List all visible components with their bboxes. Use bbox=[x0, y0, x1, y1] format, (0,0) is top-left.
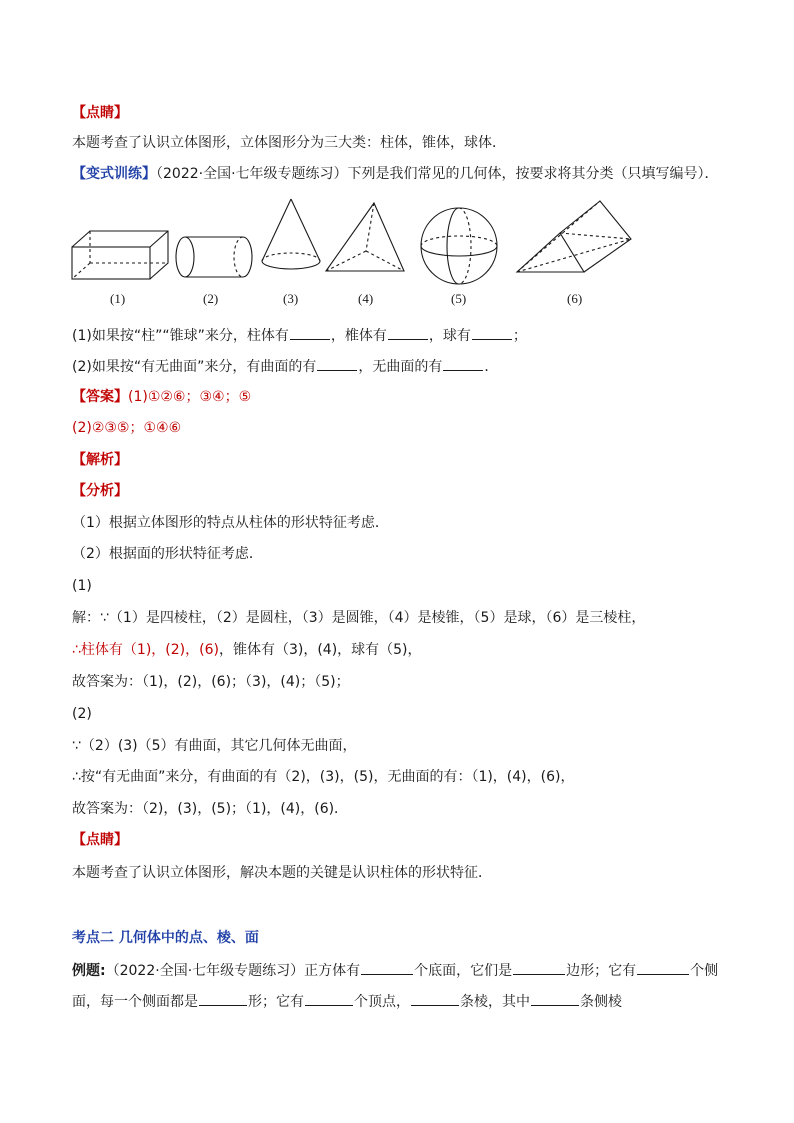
therefore-1-red: ∴柱体有（1)，(2)，(6) bbox=[72, 642, 219, 658]
q2-text-a: (2)如果按“有无曲面”来分，有曲面的有 bbox=[72, 359, 317, 375]
figure-label-1: (1) bbox=[110, 291, 126, 306]
fenxi-2: （2）根据面的形状特征考虑． bbox=[72, 546, 263, 562]
pyramid-shape bbox=[326, 203, 404, 271]
cylinder-shape bbox=[176, 237, 252, 277]
answer-line-1 bbox=[72, 387, 251, 407]
figure-label-4: (4) bbox=[358, 291, 374, 306]
geometry-solids-figure bbox=[64, 195, 644, 315]
part-2-label: (2) bbox=[72, 706, 92, 722]
q2-text-c: ． bbox=[484, 359, 499, 375]
therefore-1 bbox=[72, 640, 422, 660]
figure-label-3: (3) bbox=[283, 291, 299, 306]
ex-blank-2 bbox=[513, 960, 565, 975]
answer-1: (1)①②⑥；③④；⑤ bbox=[128, 389, 252, 405]
q1-blank-1 bbox=[290, 325, 330, 340]
because-2: ∵（2）(3)（5）有曲面，其它几何体无曲面， bbox=[72, 738, 357, 754]
part-1-label: (1) bbox=[72, 578, 92, 594]
fenxi-tag: 【分析】 bbox=[72, 483, 128, 499]
section-2-heading: 考点二 几何体中的点、棱、面 bbox=[72, 930, 259, 946]
ex2-blank-2 bbox=[305, 991, 353, 1006]
figure-label-2: (2) bbox=[203, 291, 219, 306]
fenxi-1: （1）根据立体图形的特点从柱体的形状特征考虑． bbox=[72, 515, 389, 531]
fenxi-tag-line bbox=[72, 481, 128, 501]
q2-blank-2 bbox=[443, 356, 483, 371]
ex-blank-3 bbox=[637, 960, 689, 975]
ex2-blank-3 bbox=[411, 991, 459, 1006]
therefore-1-rest: ，锥体有（3)，(4)，球有（5)， bbox=[218, 642, 422, 658]
ex-blank-1 bbox=[361, 960, 413, 975]
ex-text-a: （2022·全国·七年级专题练习）正方体有 bbox=[105, 963, 361, 979]
ex2-blank-1 bbox=[199, 991, 247, 1006]
ex-text-c: 边形；它有 bbox=[566, 963, 637, 979]
bianshi-line bbox=[72, 164, 719, 184]
jiexi-tag: 【解析】 bbox=[72, 452, 128, 468]
ex2-blank-4 bbox=[531, 991, 579, 1006]
sphere-shape bbox=[421, 208, 497, 284]
jiexi-tag-line bbox=[72, 450, 128, 470]
q1-text-c: ，球有 bbox=[428, 328, 471, 344]
answer-tag: 【答案】 bbox=[72, 389, 128, 405]
answer-part-1: 故答案为：（1)，(2)，(6)；（3)，(4)；（5)； bbox=[72, 674, 350, 690]
dianjing-tag-1 bbox=[72, 103, 128, 123]
ex2-text-c: 个顶点， bbox=[354, 994, 410, 1010]
example-tag: 例题: bbox=[72, 963, 106, 979]
q1-text-b: ，椎体有 bbox=[330, 328, 387, 344]
rectangular-prism-shape bbox=[72, 231, 168, 279]
cone-shape bbox=[262, 199, 320, 269]
ex2-text-a: 面，每一个侧面都是 bbox=[72, 994, 198, 1010]
q1-blank-3 bbox=[472, 325, 512, 340]
dianjing-text-1: 本题考查了认识立体图形，立体图形分为三大类：柱体，锥体，球体． bbox=[72, 135, 506, 151]
bianshi-text: （2022·全国·七年级专题练习）下列是我们常见的几何体，按要求将其分类（只填写编号）． bbox=[156, 166, 719, 182]
q2-text-b: ，无曲面的有 bbox=[358, 359, 443, 375]
bianshi-tag: 【变式训练】 bbox=[72, 166, 156, 182]
dianjing-label: 【点睛】 bbox=[72, 105, 128, 121]
triangular-prism-shape bbox=[517, 201, 631, 272]
solution-1: 解：∵（1）是四棱柱，（2）是圆柱，（3）是圆锥，（4）是棱锥，（5）是球，（6）是三棱柱， bbox=[72, 610, 646, 626]
therefore-2: ∴按“有无曲面”来分，有曲面的有（2)，(3)，(5)，无曲面的有：（1)，(4)，(6)， bbox=[72, 769, 575, 785]
example-line-1 bbox=[72, 960, 718, 981]
figure-label-6: (6) bbox=[567, 291, 583, 306]
dianjing-text-2: 本题考查了认识立体图形，解决本题的关键是认识柱体的形状特征． bbox=[72, 865, 492, 881]
question-2 bbox=[72, 356, 498, 377]
dianjing-tag-2: 【点睛】 bbox=[72, 832, 128, 848]
answer-part-2: 故答案为：（2)，(3)，(5)；（1)，(4)，(6)． bbox=[72, 801, 349, 817]
figure-label-5: (5) bbox=[451, 291, 467, 306]
q1-text-a: (1)如果按“柱”“锥球”来分，柱体有 bbox=[72, 328, 289, 344]
ex2-text-e: 条侧棱 bbox=[580, 994, 622, 1010]
ex2-text-d: 条棱，其中 bbox=[460, 994, 530, 1010]
q2-blank-1 bbox=[317, 356, 357, 371]
ex-text-d: 个侧 bbox=[690, 963, 719, 979]
example-line-2 bbox=[72, 991, 622, 1012]
q1-text-d: ； bbox=[512, 328, 527, 344]
answer-line-2: (2)②③⑤；①④⑥ bbox=[72, 420, 182, 436]
question-1 bbox=[72, 325, 527, 346]
dianjing-tag-2-line bbox=[72, 830, 128, 850]
ex2-text-b: 形；它有 bbox=[248, 994, 304, 1010]
q1-blank-2 bbox=[388, 325, 428, 340]
ex-text-b: 个底面，它们是 bbox=[414, 963, 513, 979]
